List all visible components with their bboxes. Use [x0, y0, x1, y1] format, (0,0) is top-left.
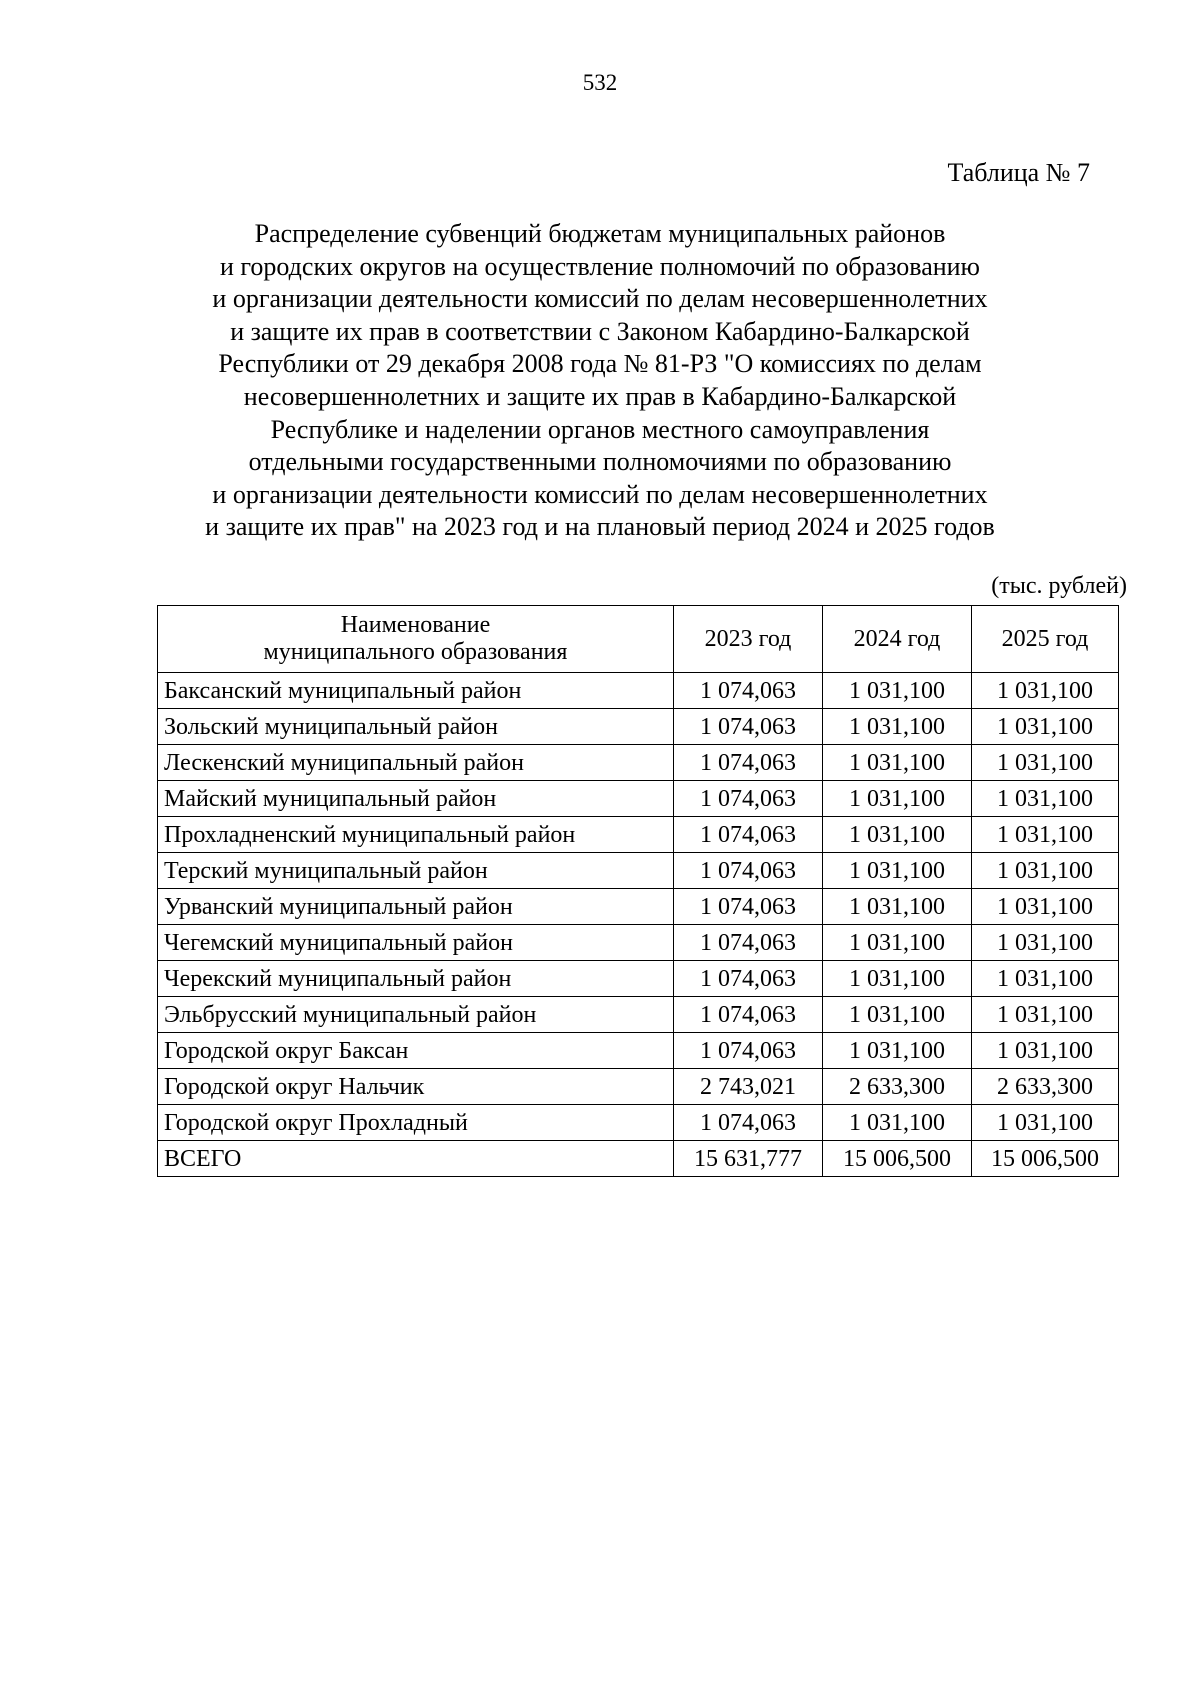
table-row: [158, 673, 1119, 709]
value-2023-cell: 1 074,063: [674, 1105, 823, 1141]
value-2024-cell: 1 031,100: [823, 1033, 972, 1069]
value-2023-cell: 15 631,777: [674, 1141, 823, 1177]
municipality-cell: Городской округ Баксан: [158, 1033, 674, 1069]
value-2025-cell: 1 031,100: [972, 997, 1119, 1033]
title-line: и защите их прав" на 2023 год и на плановый период 2024 и 2025 годов: [205, 512, 995, 542]
municipality-cell: Лескенский муниципальный район: [158, 745, 674, 781]
value-2025-cell: 2 633,300: [972, 1069, 1119, 1105]
table-row: [158, 1069, 1119, 1105]
title-line: и организации деятельности комиссий по делам несовершеннолетних: [212, 479, 988, 509]
page-number: 532: [582, 70, 618, 95]
value-2025-cell: 15 006,500: [972, 1141, 1119, 1177]
table-row: [158, 925, 1119, 961]
municipality-cell: Терский муниципальный район: [158, 853, 674, 889]
subvention-table: [157, 605, 1119, 1177]
header-2024: 2024 год: [823, 606, 972, 673]
value-2024-cell: 1 031,100: [823, 925, 972, 961]
value-2024-cell: 15 006,500: [823, 1141, 972, 1177]
value-2025-cell: 1 031,100: [972, 961, 1119, 997]
value-2023-cell: 1 074,063: [674, 853, 823, 889]
title-line: Распределение субвенций бюджетам муниципальных районов: [254, 219, 946, 248]
value-2023-cell: 2 743,021: [674, 1069, 823, 1105]
table-row: [158, 1033, 1119, 1069]
table-row: [158, 853, 1119, 889]
value-2023-cell: 1 074,063: [674, 997, 823, 1033]
value-2025-cell: 1 031,100: [972, 1105, 1119, 1141]
table-row: [158, 889, 1119, 925]
table-row: [158, 745, 1119, 781]
document-title: [150, 218, 1050, 544]
value-2025-cell: 1 031,100: [972, 745, 1119, 781]
value-2023-cell: 1 074,063: [674, 1033, 823, 1069]
value-2023-cell: 1 074,063: [674, 673, 823, 709]
table-body: [158, 673, 1119, 1177]
municipality-cell: Городской округ Нальчик: [158, 1069, 674, 1105]
table-row: [158, 1105, 1119, 1141]
value-2024-cell: 1 031,100: [823, 817, 972, 853]
title-line: и защите их прав в соответствии с Законом Кабардино-Балкарской: [230, 316, 970, 346]
value-2025-cell: 1 031,100: [972, 925, 1119, 961]
title-line: Республики от 29 декабря 2008 года № 81-РЗ "О комиссиях по делам: [218, 349, 982, 379]
value-2025-cell: 1 031,100: [972, 817, 1119, 853]
table-label: Таблица № 7: [947, 158, 1090, 187]
value-2024-cell: 1 031,100: [823, 709, 972, 745]
municipality-cell: Чегемский муниципальный район: [158, 925, 674, 961]
header-municipality-line1: Наименование: [340, 612, 491, 638]
value-2024-cell: 1 031,100: [823, 781, 972, 817]
title-line: и организации деятельности комиссий по делам несовершеннолетних: [212, 284, 988, 314]
value-2025-cell: 1 031,100: [972, 673, 1119, 709]
value-2024-cell: 1 031,100: [823, 889, 972, 925]
municipality-cell: Черекский муниципальный район: [158, 961, 674, 997]
municipality-cell: Урванский муниципальный район: [158, 889, 674, 925]
table-row: [158, 817, 1119, 853]
table-header-row: [158, 606, 1119, 673]
title-line: Республике и наделении органов местного самоуправления: [270, 414, 930, 444]
header-2023: 2023 год: [674, 606, 823, 673]
title-line: отдельными государственными полномочиями по образованию: [248, 447, 952, 477]
value-2023-cell: 1 074,063: [674, 961, 823, 997]
municipality-cell: Городской округ Прохладный: [158, 1105, 674, 1141]
title-line: несовершеннолетних и защите их прав в Кабардино-Балкарской: [243, 381, 957, 411]
value-2025-cell: 1 031,100: [972, 781, 1119, 817]
value-2024-cell: 1 031,100: [823, 997, 972, 1033]
value-2024-cell: 1 031,100: [823, 853, 972, 889]
value-2023-cell: 1 074,063: [674, 925, 823, 961]
table-row: [158, 1141, 1119, 1177]
table-row: [158, 709, 1119, 745]
municipality-cell: Эльбрусский муниципальный район: [158, 997, 674, 1033]
title-line: и городских округов на осуществление полномочий по образованию: [220, 251, 980, 281]
value-2023-cell: 1 074,063: [674, 817, 823, 853]
value-2023-cell: 1 074,063: [674, 709, 823, 745]
table-row: [158, 997, 1119, 1033]
units-label: (тыс. рублей): [991, 573, 1127, 599]
value-2025-cell: 1 031,100: [972, 709, 1119, 745]
table-row: [158, 961, 1119, 997]
municipality-cell: ВСЕГО: [158, 1141, 674, 1177]
value-2024-cell: 1 031,100: [823, 961, 972, 997]
value-2023-cell: 1 074,063: [674, 889, 823, 925]
value-2025-cell: 1 031,100: [972, 853, 1119, 889]
header-municipality: [158, 606, 674, 673]
municipality-cell: Баксанский муниципальный район: [158, 673, 674, 709]
value-2024-cell: 1 031,100: [823, 673, 972, 709]
header-2025: 2025 год: [972, 606, 1119, 673]
value-2023-cell: 1 074,063: [674, 781, 823, 817]
value-2025-cell: 1 031,100: [972, 889, 1119, 925]
value-2024-cell: 2 633,300: [823, 1069, 972, 1105]
value-2024-cell: 1 031,100: [823, 745, 972, 781]
municipality-cell: Прохладненский муниципальный район: [158, 817, 674, 853]
municipality-cell: Зольский муниципальный район: [158, 709, 674, 745]
value-2023-cell: 1 074,063: [674, 745, 823, 781]
value-2024-cell: 1 031,100: [823, 1105, 972, 1141]
value-2025-cell: 1 031,100: [972, 1033, 1119, 1069]
table-row: [158, 781, 1119, 817]
municipality-cell: Майский муниципальный район: [158, 781, 674, 817]
header-municipality-line2: муниципального образования: [263, 639, 568, 665]
